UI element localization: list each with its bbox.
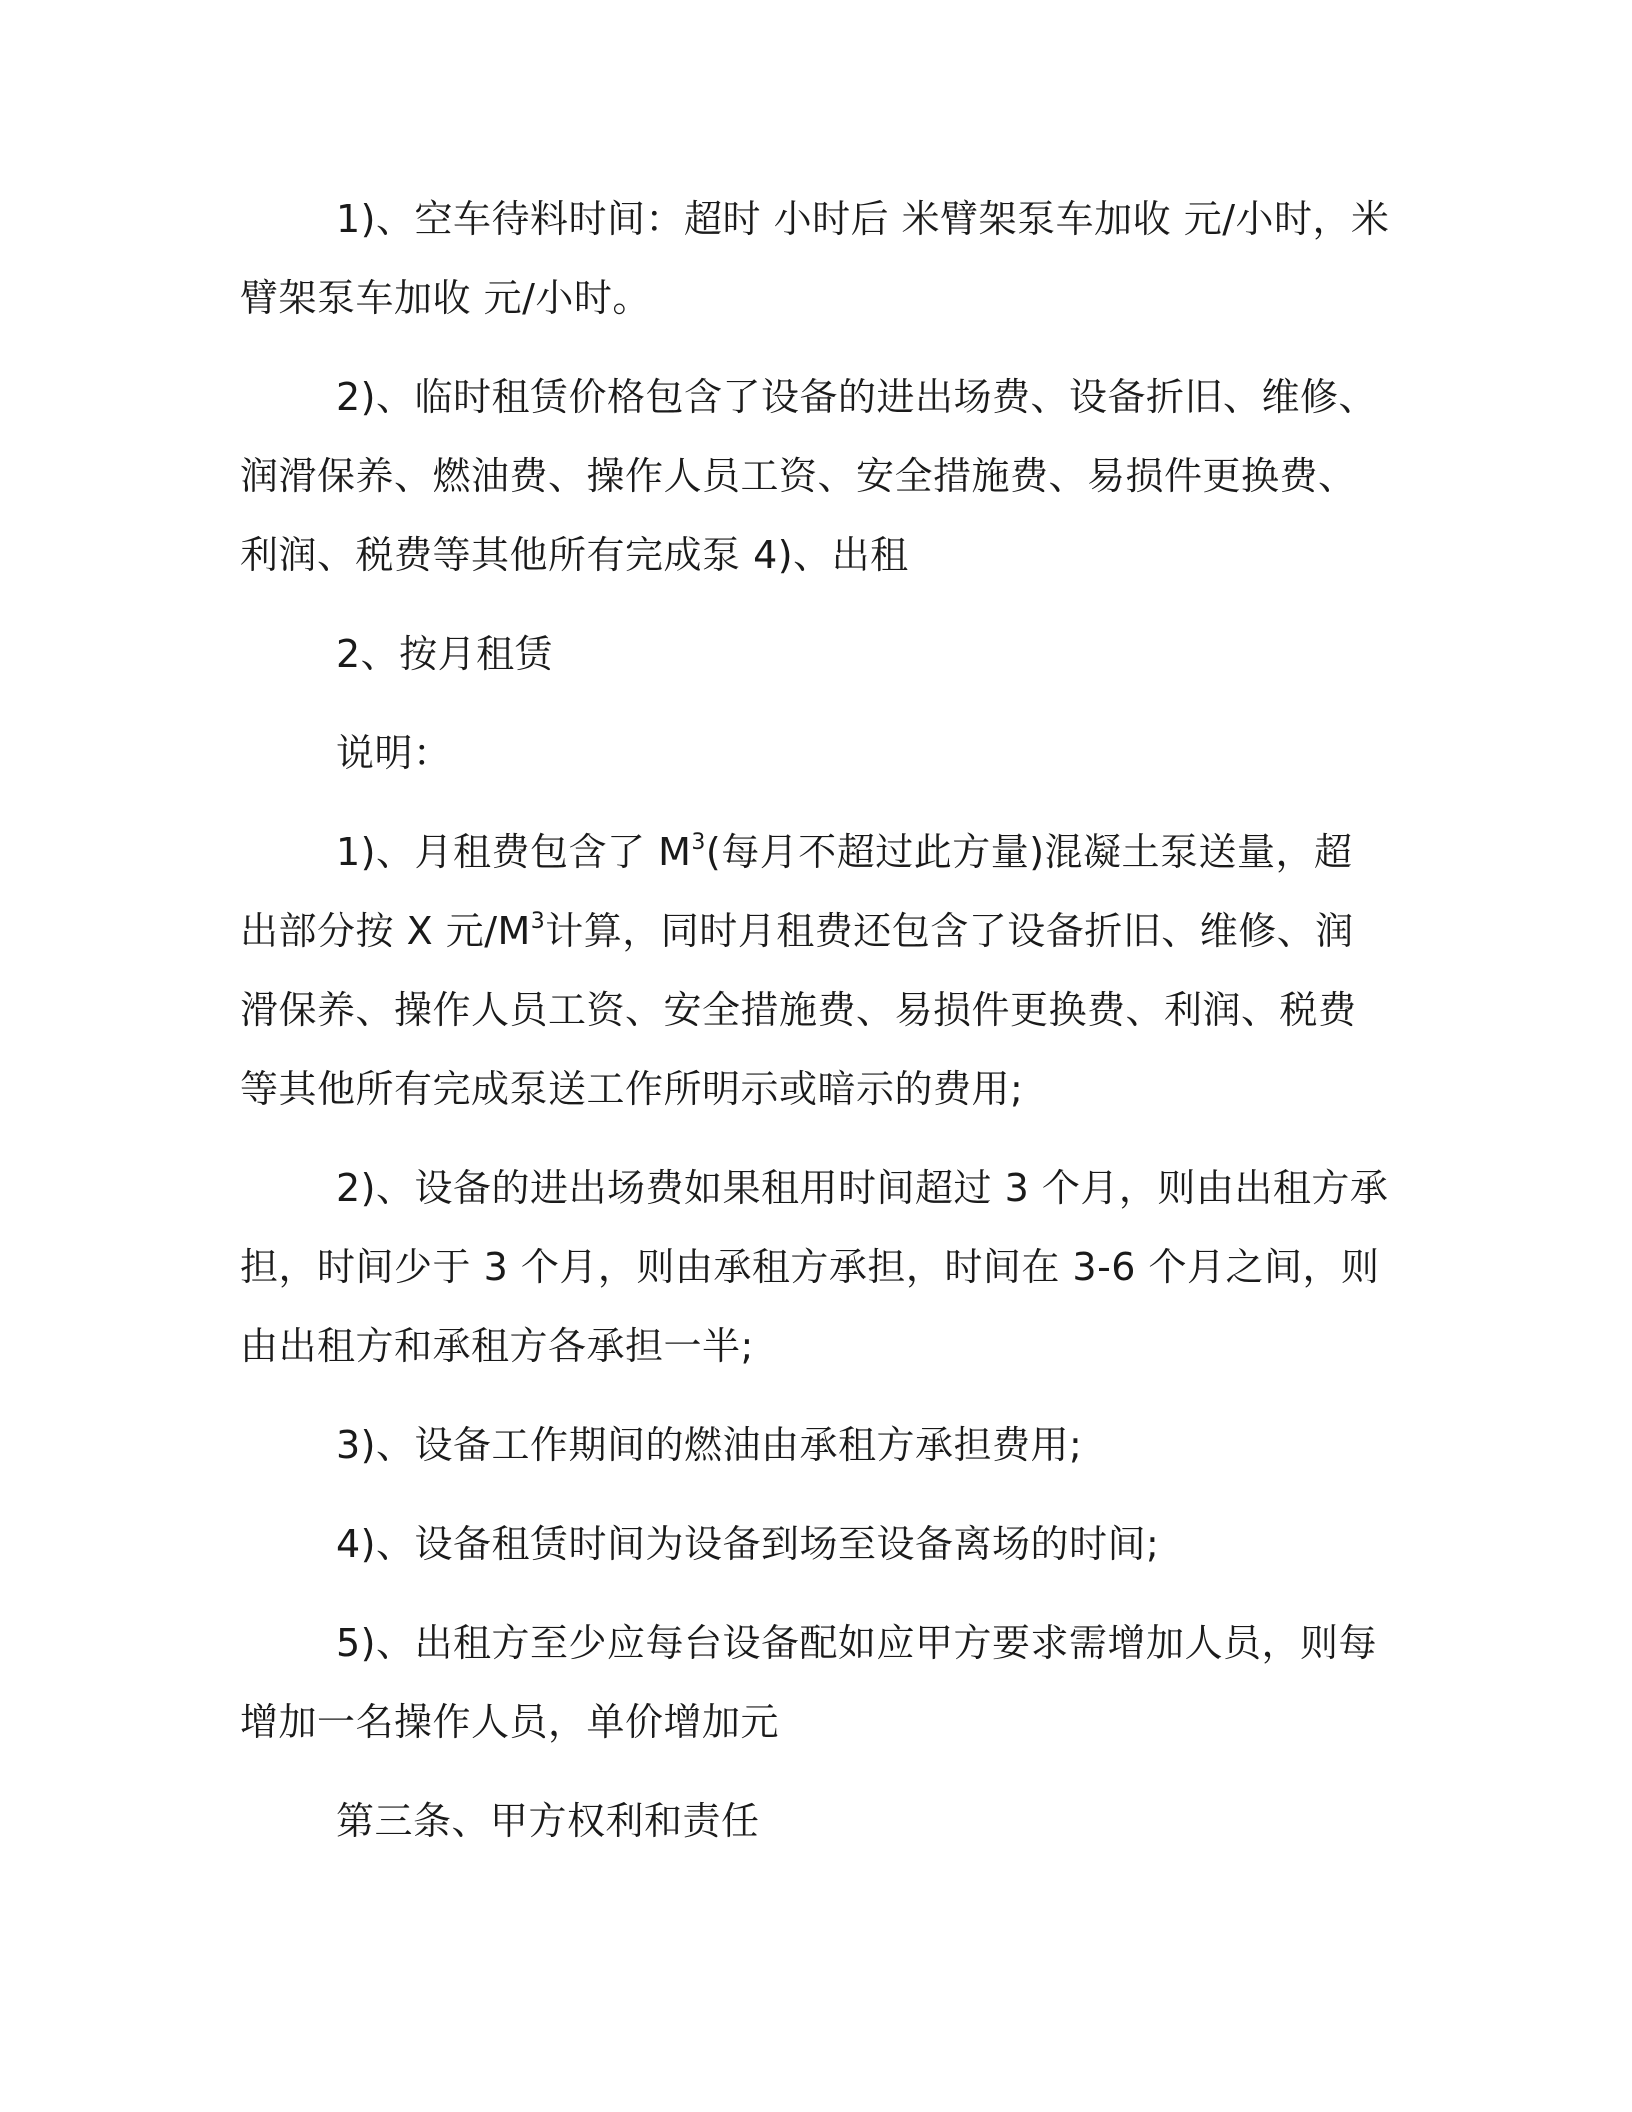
section-heading-article-three: 第三条、甲方权利和责任 (336, 1799, 760, 1843)
monthly-fee-text-a: 1)、月租费包含了 M (336, 830, 692, 874)
superscript-3: 3 (691, 830, 706, 856)
section-heading-monthly-rental: 2、按月租赁 (336, 632, 554, 676)
paragraph-fuel-cost: 3)、设备工作期间的燃油由承租方承担费用; (336, 1423, 1083, 1467)
paragraph-explanation-label: 说明： (336, 731, 452, 775)
paragraph-idle-waiting-time: 1)、空车待料时间：超时 小时后 米臂架泵车加收 元/小时，米臂架泵车加收 元/小时。 (240, 197, 1390, 320)
paragraph-monthly-fee (240, 813, 1390, 1129)
paragraph-rental-duration: 4)、设备租赁时间为设备到场至设备离场的时间; (336, 1522, 1160, 1566)
paragraph-temporary-rental-price: 2)、临时租赁价格包含了设备的进出场费、设备折旧、维修、润滑保养、燃油费、操作人员工资、安全措施费、易损件更换费、利润、税费等其他所有完成泵 4)、出租 (240, 375, 1378, 577)
superscript-3: 3 (530, 909, 546, 935)
monthly-fee-text-b: (每月不超过此方量)混凝土泵送量，超出部分按 X 元/M (240, 830, 1353, 953)
paragraph-entry-exit-fee: 2)、设备的进出场费如果租用时间超过 3 个月，则由出租方承担，时间少于 3 个月，则由承租方承担，时间在 3-6 个月之间，则由出租方和承租方各承担一半; (240, 1166, 1389, 1368)
monthly-fee-text-c: 计算，同时月租费还包含了设备折旧、维修、润滑保养、操作人员工资、安全措施费、易损件更换费、利润、税费等其他所有完成泵送工作所明示或暗示的费用; (240, 909, 1357, 1111)
document-page (240, 180, 1390, 1881)
paragraph-operator-staffing: 5)、出租方至少应每台设备配如应甲方要求需增加人员，则每增加一名操作人员，单价增加元 (240, 1621, 1378, 1744)
